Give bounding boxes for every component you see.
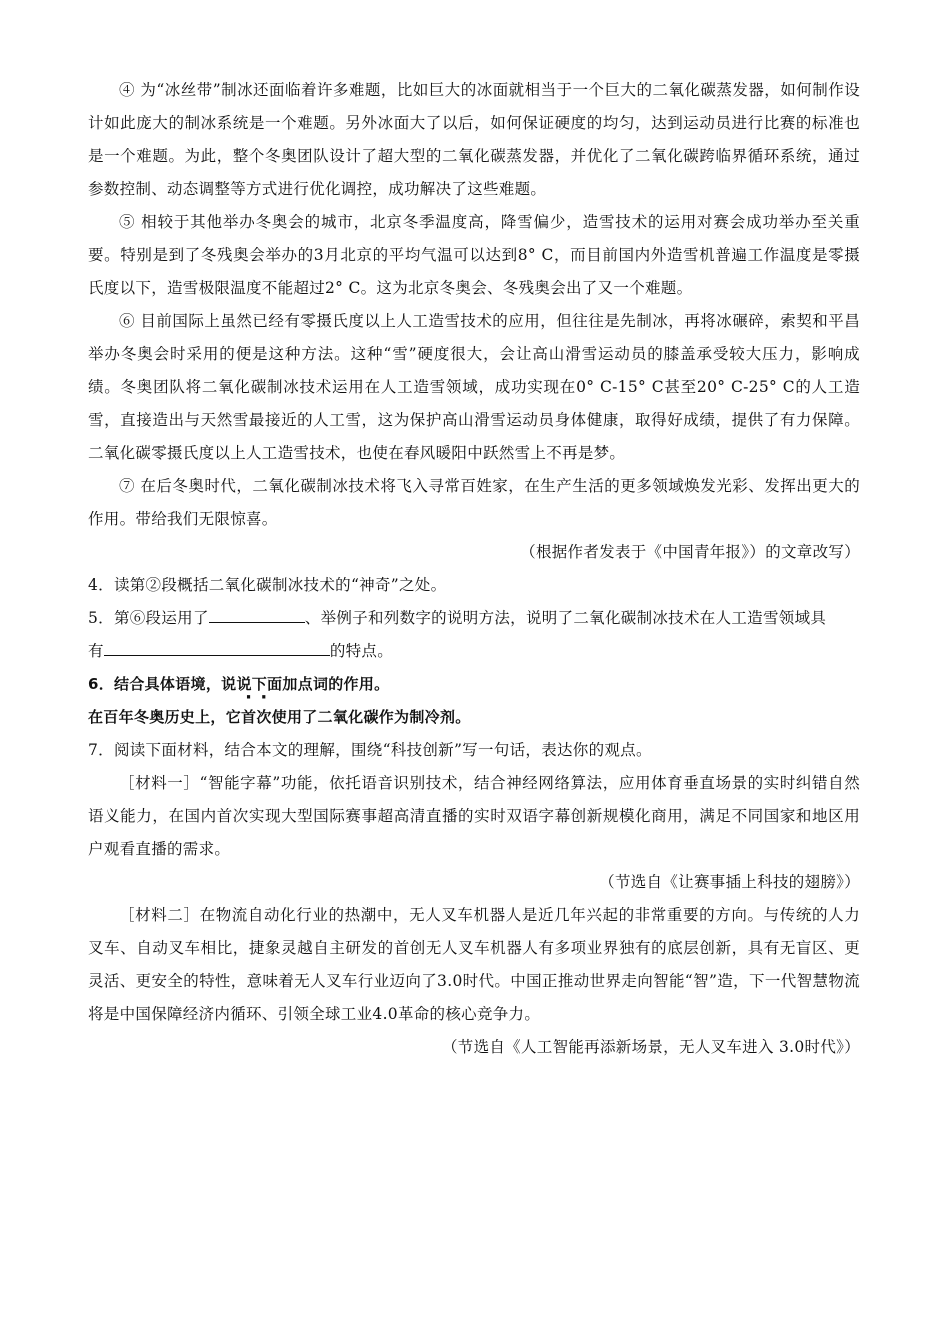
paragraph-4: ④ 为“冰丝带”制冰还面临着许多难题，比如巨大的冰面就相当于一个巨大的二氧化碳蒸发器，如何制作设计如此庞大的制冰系统是一个难题。另外冰面大了以后，如何保证硬度的均匀，达到运动员进行比赛的标准也是一个难题。为此，整个冬奥团队设计了超大型的二氧化碳蒸发器，并优化了二氧化碳跨临界循环系统，通过参数控制、动态调整等方式进行优化调控，成功解决了这些难题。 (88, 81, 860, 198)
question-4: 4．读第②段概括二氧化碳制冰技术的“神奇”之处。 (88, 576, 447, 594)
question-5 (88, 602, 860, 635)
question-6-sentence (88, 701, 860, 734)
material-2: ［材料二］在物流自动化行业的热潮中，无人叉车机器人是近几年兴起的非常重要的方向。与传统的人力叉车、自动叉车相比，捷象灵越自主研发的首创无人叉车机器人有多项业界独有的底层创新，具有无盲区、更灵活、更安全的特性，意味着无人叉车行业迈向了3.0时代。中国正推动世界走向智能“智”造，下一代智慧物流将是中国保障经济内循环、引领全球工业4.0革命的核心竞争力。 (88, 906, 860, 1023)
material-2-source: （节选自《人工智能再添新场景，无人叉车进入 3.0时代》） (441, 1038, 860, 1056)
question-6-text-before: 在百年冬奥历史上，它 (88, 708, 242, 726)
question-5-continued (88, 635, 860, 668)
question-5-text-4: 的特点。 (329, 642, 394, 660)
article-source: （根据作者发表于《中国青年报》）的文章改写） (520, 543, 860, 561)
document-page (88, 74, 860, 1064)
question-7-title: 7．阅读下面材料，结合本文的理解，围绕“科技创新”写一句话，表达你的观点。 (88, 741, 652, 759)
paragraph-7: ⑦ 在后冬奥时代，二氧化碳制冰技术将飞入寻常百姓家，在生产生活的更多领域焕发光彩、发挥出更大的作用。带给我们无限惊喜。 (88, 477, 860, 528)
question-6-title: 6．结合具体语境，说说下面加点词的作用。 (88, 675, 390, 693)
material-1-source: （节选自《让赛事插上科技的翅膀》） (599, 873, 860, 891)
material-1: ［材料一］“智能字幕”功能，依托语音识别技术，结合神经网络算法，应用体育垂直场景的实时纠错自然语义能力，在国内首次实现大型国际赛事超高清直播的实时双语字幕创新规模化商用，满足不同国家和地区用户观看直播的需求。 (88, 774, 860, 858)
question-6-text-after: 使用了二氧化碳作为制冷剂。 (271, 708, 471, 726)
paragraph-5: ⑤ 相较于其他举办冬奥会的城市，北京冬季温度高，降雪偏少，造雪技术的运用对赛会成功举办至关重要。特别是到了冬残奥会举办的3月北京的平均气温可以达到8° C，而目前国内外造雪机普遍工作温度是零摄氏度以下，造雪极限温度不能超过2° C。这为北京冬奥会、冬残奥会出了又一个难题。 (88, 213, 860, 297)
question-5-text-2: 、举例子和列数字的说明方法，说明了二氧化碳制冰技术在人工造雪领域具 (304, 609, 827, 627)
answer-blank-feature[interactable] (104, 637, 330, 656)
dotted-word-1: 首 (241, 708, 257, 726)
paragraph-6: ⑥ 目前国际上虽然已经有零摄氏度以上人工造雪技术的应用，但往往是先制冰，再将冰碾碎，索契和平昌举办冬奥会时采用的便是这种方法。这种“雪”硬度很大，会让高山滑雪运动员的膝盖承受较大压力，影响成绩。冬奥团队将二氧化碳制冰技术运用在人工造雪领域，成功实现在0° C-15° C甚至20° C-25° C的人工造雪，直接造出与天然雪最接近的人工雪，这为保护高山滑雪运动员身体健康，取得好成绩，提供了有力保障。二氧化碳零摄氏度以上人工造雪技术，也使在春风暖阳中跃然雪上不再是梦。 (88, 312, 860, 462)
answer-blank-method[interactable] (209, 604, 305, 623)
question-5-text-1: 5．第⑥段运用了 (88, 609, 209, 627)
question-5-text-3: 有 (88, 642, 104, 660)
dotted-word-2: 次 (256, 708, 272, 726)
